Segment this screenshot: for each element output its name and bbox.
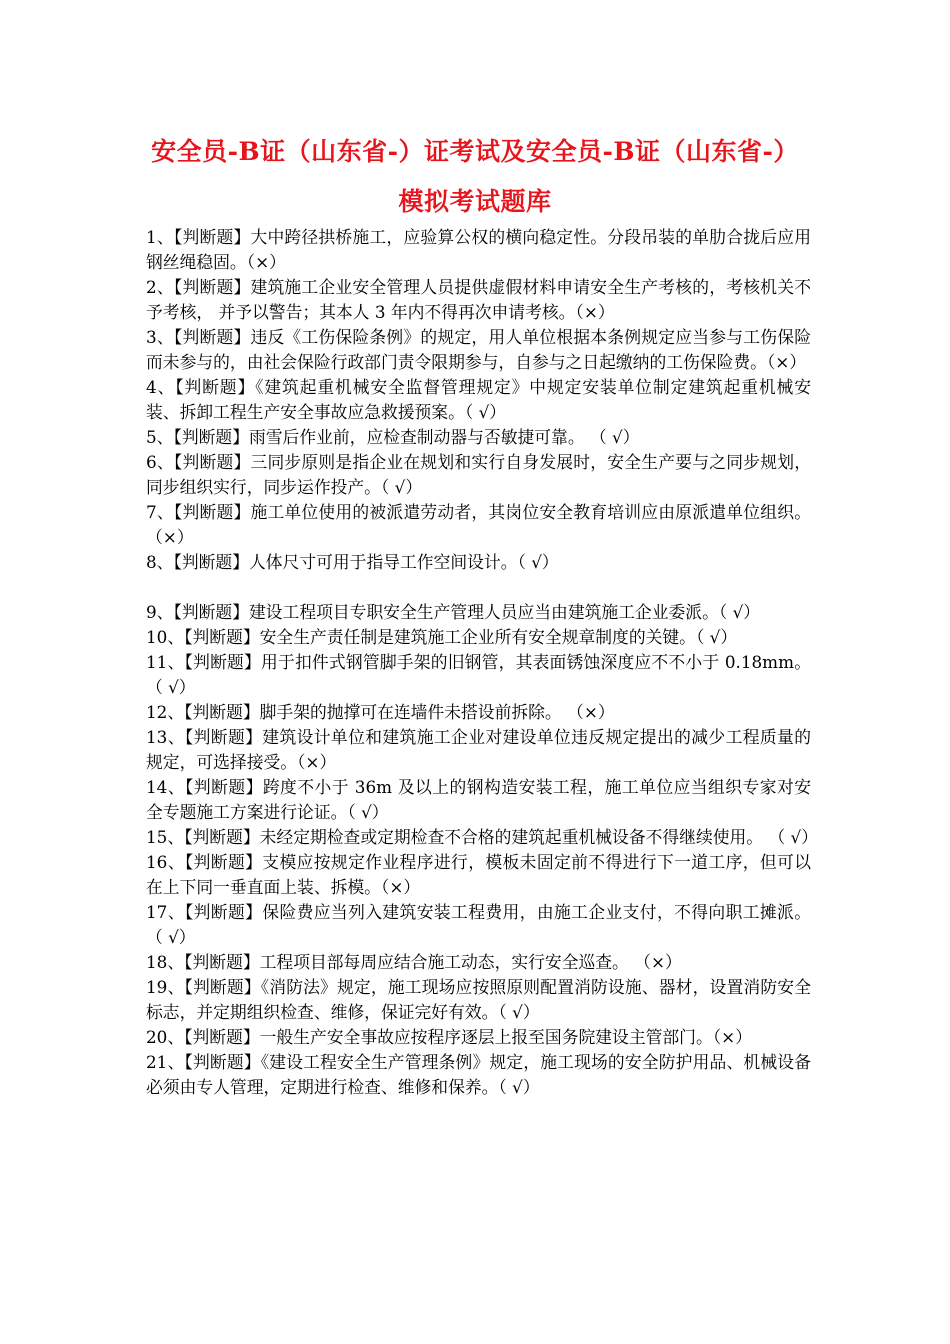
question-item-8: 8、【判断题】人体尺寸可用于指导工作空间设计。（ √） <box>146 552 559 572</box>
question-list <box>146 225 819 1100</box>
question-item-2: 2、【判断题】建筑施工企业安全管理人员提供虚假材料申请安全生产考核的，考核机关不予考核， 并予以警告；其本人 3 年内不得再次申请考核。（×） <box>146 277 811 322</box>
question-item-14: 14、【判断题】跨度不小于 36m 及以上的钢构造安装工程，施工单位应当组织专家对安全专题施工方案进行论证。（ √） <box>146 777 811 822</box>
question-item-20: 20、【判断题】一般生产安全事故应按程序逐层上报至国务院建设主管部门。（×） <box>146 1027 752 1047</box>
question-item-11: 11、【判断题】用于扣件式钢管脚手架的旧钢管，其表面锈蚀深度应不不小于 0.18mm。（ √） <box>146 652 811 697</box>
question-item-7: 7、【判断题】施工单位使用的被派遣劳动者，其岗位安全教育培训应由原派遣单位组织。 （×） <box>146 502 811 547</box>
question-item-18: 18、【判断题】工程项目部每周应结合施工动态，实行安全巡查。 （×） <box>146 952 682 972</box>
question-item-3: 3、【判断题】违反《工伤保险条例》的规定，用人单位根据本条例规定应当参与工伤保险而未参与的，由社会保险行政部门责令限期参与，自参与之日起缴纳的工伤保险费。（×） <box>146 327 811 372</box>
question-item-6: 6、【判断题】三同步原则是指企业在规划和实行自身发展时，安全生产要与之同步规划，同步组织实行，同步运作投产。（ √） <box>146 452 811 497</box>
question-item-12: 12、【判断题】脚手架的抛撑可在连墙件未搭设前拆除。 （×） <box>146 702 615 722</box>
question-item-16: 16、【判断题】支模应按规定作业程序进行，模板未固定前不得进行下一道工序，但可以在上下同一垂直面上装、拆模。（×） <box>146 852 811 897</box>
title-line-1: 安全员-B证（山东省-）证考试及安全员-B证（山东省-） <box>151 137 799 166</box>
question-item-19: 19、【判断题】《消防法》规定，施工现场应按照原则配置消防设施、器材，设置消防安全标志，并定期组织检查、维修，保证完好有效。（ √） <box>146 977 811 1022</box>
question-item-4: 4、【判断题】《建筑起重机械安全监督管理规定》中规定安装单位制定建筑起重机械安装、拆卸工程生产安全事故应急救援预案。（ √） <box>146 377 811 422</box>
question-item-9: 9、【判断题】建设工程项目专职安全生产管理人员应当由建筑施工企业委派。（ √） <box>146 602 761 622</box>
question-item-1: 1、【判断题】大中跨径拱桥施工，应验算公权的横向稳定性。分段吊装的单肋合拢后应用钢丝绳稳固。（×） <box>146 227 811 272</box>
question-item-21: 21、【判断题】《建设工程安全生产管理条例》规定，施工现场的安全防护用品、机械设备必须由专人管理，定期进行检查、维修和保养。（ √） <box>146 1052 811 1097</box>
question-item-5: 5、【判断题】雨雪后作业前，应检查制动器与否敏捷可靠。 （ √） <box>146 427 640 447</box>
question-item-13: 13、【判断题】建筑设计单位和建筑施工企业对建设单位违反规定提出的减少工程质量的规定，可选择接受。（×） <box>146 727 811 772</box>
question-item-15: 15、【判断题】未经定期检查或定期检查不合格的建筑起重机械设备不得继续使用。 （ √） <box>146 827 819 847</box>
question-item-10: 10、【判断题】安全生产责任制是建筑施工企业所有安全规章制度的关键。（ √） <box>146 627 738 647</box>
title-line-2: 模拟考试题库 <box>398 187 552 216</box>
question-item-17: 17、【判断题】保险费应当列入建筑安装工程费用，由施工企业支付，不得向职工摊派。 （ √） <box>146 902 811 947</box>
